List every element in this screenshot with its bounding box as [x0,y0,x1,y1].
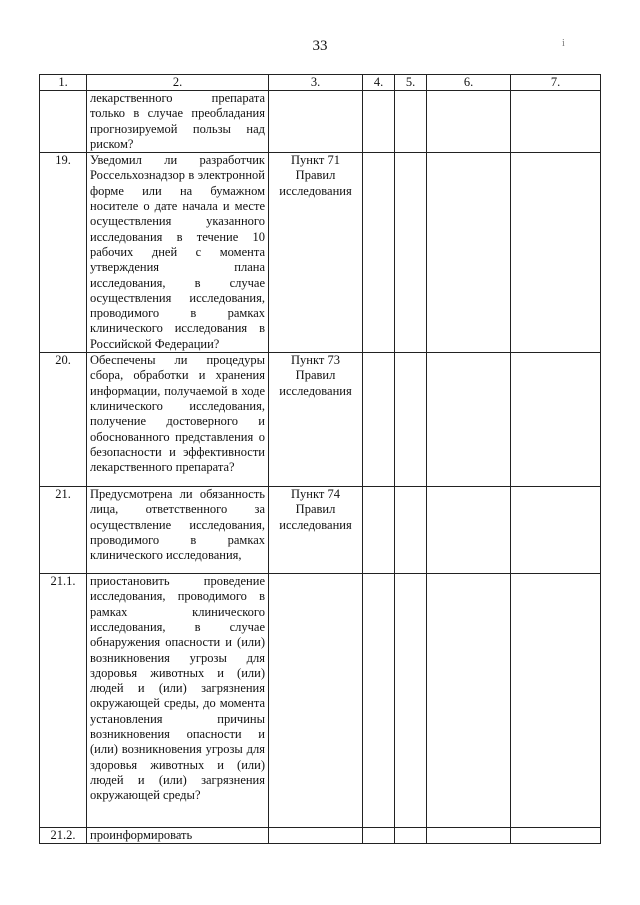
answer-cell[interactable] [427,153,511,353]
page-number: 33 [312,38,328,54]
table-row [40,828,601,844]
reference-document: Правил [295,368,336,383]
row-question: лекарственного препарата только в случае преобладания прогнозируемой пользы над риском? [87,91,269,153]
reference-item: Пункт 73 [291,353,340,368]
answer-cell[interactable] [395,353,427,487]
row-number: 20. [40,353,87,487]
row-question: Предусмотрена ли обязанность лица, ответственного за осуществление исследования, проводимого в рамках клинического исследования, [87,487,269,574]
answer-cell[interactable] [395,153,427,353]
answer-cell[interactable] [427,91,511,153]
reference-document: исследования [279,183,352,198]
answer-cell[interactable] [511,153,601,353]
col-header-2: 2. [87,75,269,91]
table-row [40,153,601,353]
answer-cell[interactable] [395,828,427,844]
col-header-7: 7. [511,75,601,91]
table-row [40,91,601,153]
answer-cell[interactable] [511,91,601,153]
answer-cell[interactable] [511,574,601,828]
row-reference [269,487,363,574]
answer-cell[interactable] [363,487,395,574]
row-question: приостановить проведение исследования, проводимого в рамках клинического исследования, в случае обнаружения опасности и (или) возникновения угрозы для здоровья животных и (или) людей и (или) загрязнения окружающей среды, до момента установления причины возникновения опасности и (или) возникновения угрозы для здоровья животных и (или) людей и (или) загрязнения окружающей среды? [87,574,269,828]
checklist-table [39,74,601,844]
row-number [40,91,87,153]
answer-cell[interactable] [395,487,427,574]
reference-item: Пункт 71 [291,153,340,168]
answer-cell[interactable] [511,828,601,844]
row-reference [269,91,363,153]
col-header-3: 3. [269,75,363,91]
col-header-5: 5. [395,75,427,91]
table-row [40,353,601,487]
row-question: Уведомил ли разработчик Россельхознадзор в электронной форме или на бумажном носителе о дате начала и месте осуществления указанного исследования в течение 10 рабочих дней с момента утверждения плана исследования, в случае осуществления исследования, проводимого в рамках клинического исследования в Российской Федерации? [87,153,269,353]
table-row [40,487,601,574]
reference-document: исследования [279,383,352,398]
answer-cell[interactable] [427,487,511,574]
answer-cell[interactable] [395,91,427,153]
reference-item: Пункт 74 [291,487,340,502]
reference-document: исследования [279,517,352,532]
row-number: 21. [40,487,87,574]
row-reference [269,828,363,844]
row-number: 21.1. [40,574,87,828]
answer-cell[interactable] [363,353,395,487]
table-row [40,574,601,828]
row-number: 19. [40,153,87,353]
corner-mark: i [562,38,565,49]
col-header-1: 1. [40,75,87,91]
reference-document: Правил [295,502,336,517]
answer-cell[interactable] [395,574,427,828]
row-reference [269,574,363,828]
answer-cell[interactable] [427,828,511,844]
col-header-6: 6. [427,75,511,91]
answer-cell[interactable] [363,91,395,153]
row-reference [269,353,363,487]
answer-cell[interactable] [427,353,511,487]
header-row [40,75,601,91]
answer-cell[interactable] [427,574,511,828]
row-question: проинформировать [87,828,269,844]
answer-cell[interactable] [511,353,601,487]
row-number: 21.2. [40,828,87,844]
answer-cell[interactable] [363,828,395,844]
reference-document: Правил [295,168,336,183]
answer-cell[interactable] [363,153,395,353]
row-reference [269,153,363,353]
row-question: Обеспечены ли процедуры сбора, обработки и хранения информации, получаемой в ходе клинического исследования, получение достоверного и обоснованного представления о безопасности и эффективности лекарственного препарата? [87,353,269,487]
col-header-4: 4. [363,75,395,91]
answer-cell[interactable] [511,487,601,574]
answer-cell[interactable] [363,574,395,828]
